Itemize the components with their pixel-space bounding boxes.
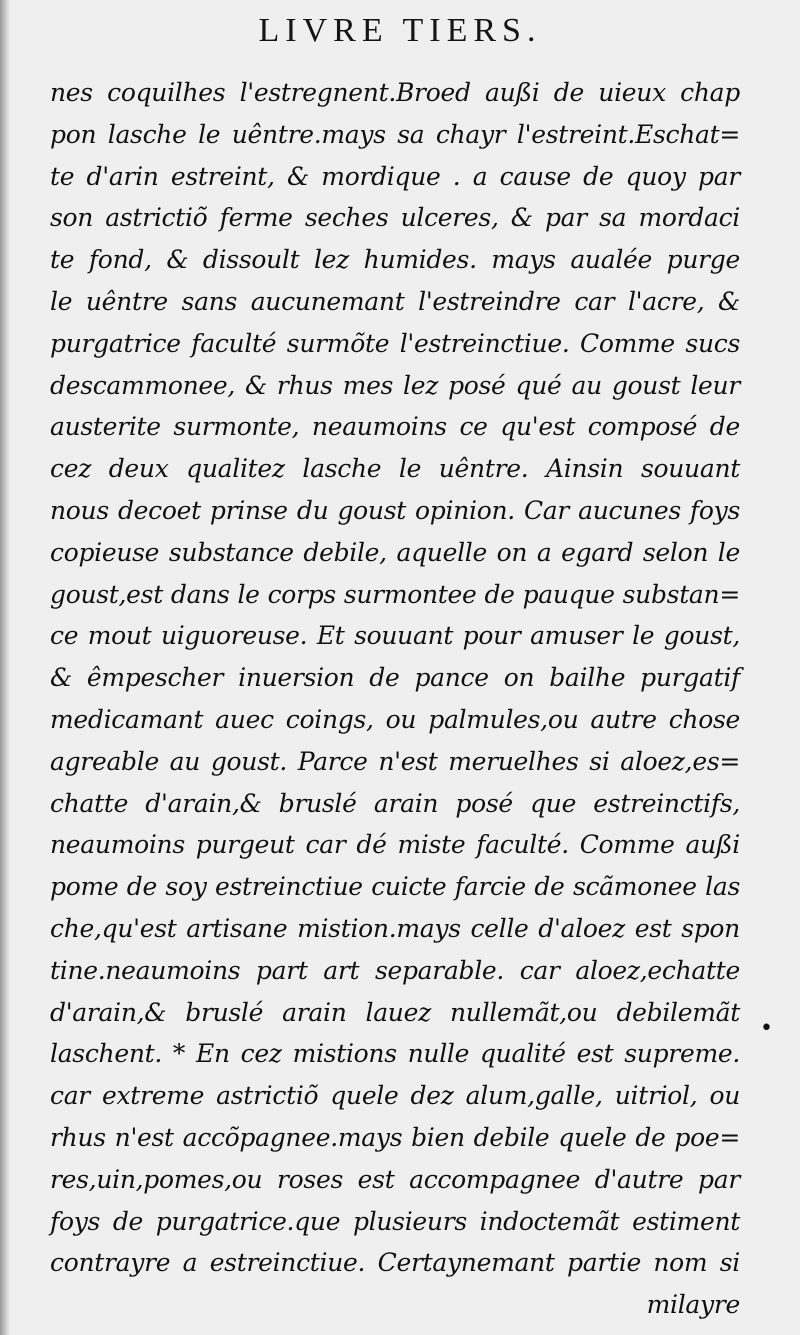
text-line: le uêntre sans aucunemant l'estreindre car l'acre, &: [50, 286, 740, 316]
text-line: chatte d'arain,& bruslé arain posé que estreinctifs,: [50, 788, 740, 818]
text-line: copieuse substance debile, aquelle on a egard selon le: [50, 537, 740, 567]
text-line: neaumoins purgeut car dé miste faculté. Comme außi: [50, 830, 740, 860]
catchword: milayre: [646, 1290, 740, 1320]
text-line: laschent. * En cez mistions nulle qualité est supreme.: [50, 1039, 740, 1069]
text-line: pome de soy estreinctiue cuicte farcie de scãmonee las: [50, 872, 740, 902]
text-line: tine.neaumoins part art separable. car aloez,echatte: [50, 955, 740, 985]
text-line: contrayre a estreinctiue. Certaynemant partie nom si: [50, 1248, 740, 1278]
margin-mark: •: [760, 1016, 773, 1041]
running-head: LIVRE TIERS.: [258, 12, 542, 49]
text-line: nes coquilhes l'estregnent.Broed außi de uieux chap: [50, 78, 740, 107]
text-line: austerite surmonte, neaumoins ce qu'est composé de: [50, 412, 740, 442]
text-line: & êmpescher inuersion de pance on bailhe purgatif: [50, 663, 740, 693]
text-line: goust,est dans le corps surmontee de pauque substan=: [50, 579, 740, 609]
text-line: cez deux qualitez lasche le uêntre. Ainsin souuant: [50, 454, 740, 484]
text-line: d'arain,& bruslé arain lauez nullemãt,ou debilemãt: [50, 997, 740, 1027]
text-line: nous decoet prinse du goust opinion. Car aucunes foys: [50, 495, 740, 525]
text-line: foys de purgatrice.que plusieurs indoctemãt estiment: [50, 1206, 740, 1236]
text-line: car extreme astrictiõ quele dez alum,galle, uitriol, ou: [50, 1081, 740, 1111]
text-line: medicamant auec coings, ou palmules,ou autre chose: [50, 704, 740, 734]
text-line: rhus n'est accõpagnee.mays bien debile quele de poe=: [50, 1122, 740, 1152]
text-line: descammonee, & rhus mes lez posé qué au goust leur: [50, 370, 740, 400]
text-line: te d'arin estreint, & mordique . a cause de quoy par: [50, 161, 740, 191]
text-line: che,qu'est artisane mistion.mays celle d'aloez est spon: [50, 913, 740, 943]
text-line: pon lasche le uêntre.mays sa chayr l'estreint.Eschat=: [50, 119, 740, 149]
text-line: purgatrice faculté surmõte l'estreinctiue. Comme sucs: [50, 328, 740, 358]
text-line: agreable au goust. Parce n'est meruelhes si aloez,es=: [50, 746, 740, 776]
page-gutter-shadow: [0, 0, 10, 1335]
text-line: res,uin,pomes,ou roses est accompagnee d'autre par: [50, 1164, 740, 1194]
body-text: [50, 72, 740, 1326]
text-line: son astrictiõ ferme seches ulceres, & par sa mordaci: [50, 203, 740, 233]
text-line: te fond, & dissoult lez humides. mays aualée purge: [50, 245, 740, 275]
text-line: ce mout uiguoreuse. Et souuant pour amuser le goust,: [50, 621, 740, 651]
